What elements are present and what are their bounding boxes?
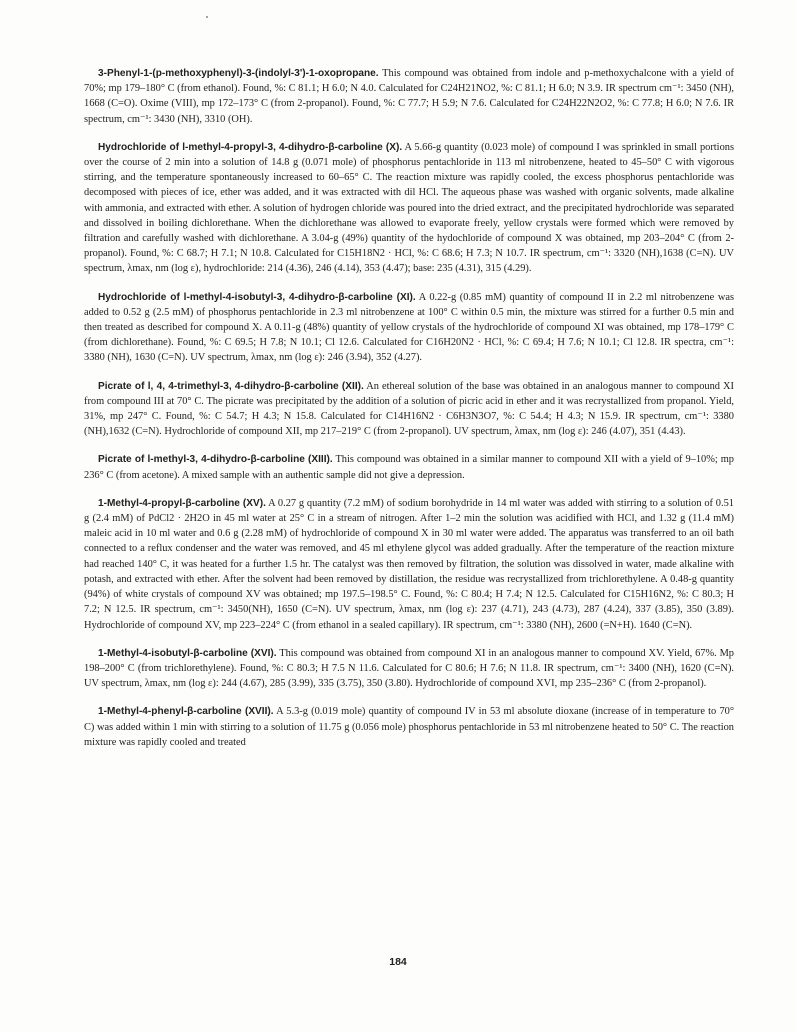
entry-title: 1-Methyl-4-isobutyl-β-carboline (XVI).: [98, 647, 277, 659]
entry-title: Hydrochloride of l-methyl-4-isobutyl-3, 4-dihydro-β-carboline (XI).: [98, 291, 416, 303]
entry-compound-xv: [84, 496, 734, 633]
entry-compound-xii: [84, 379, 734, 440]
entry-body: This compound was obtained from compound XI in an analogous manner to compound XV. Yield, 67%. Mp 198–200° C (from trichlorethylene). Found, %: C 80.3; H 7.5 N 11.6. Calculated for C 80.6; H 7.6; N 11.8. IR spectrum, cm⁻¹: 3400 (NH), 1620 (C=N). UV spectrum, λmax, nm (log ε): 244 (4.67), 285 (3.99), 335 (3.75), 350 (3.80). Hydrochloride of compound XVI, mp 235–236° C (from 2-propanol).: [84, 647, 734, 690]
entry-compound-xvi: [84, 646, 734, 692]
scan-speck: [206, 16, 208, 18]
entry-oxopropane: [84, 66, 734, 127]
entry-body: A 5.66-g quantity (0.023 mole) of compound I was sprinkled in small portions over the course of 2 min into a solution of 14.8 g (0.071 mole) of phosphorus pentachloride in 113 ml nitrobenzene, heated to 45–50° C with vigorous stirring, and the temperature spontaneously increased to 60–65° C. The reaction mixture was rapidly cooled, the excess phosphorus pentachloride was decomposed with pieces of ice, ether was added, and it was extracted with dil HCl. The aqueous phase was washed with organic solvents, made alkaline with ammonia, and extracted with ether. A solution of hydrogen chloride was poured into the dried extract, and the precipitated hydrochloride was separated and dissolved in boiling dichlorethane. When the dichlorethane was allowed to evaporate freely, yellow crystals were formed which were removed by filtration and carefully washed with dichlorethane. A 3.04-g (49%) quantity of the hydochloride of compound X was obtained, mp 203–204° C (from 2-propanol). Found, %: C 68.7; H 7.1; N 10.8. Calculated for C15H18N2 · HCl, %: C 68.6; H 7.3; N 10.7. IR spectrum, cm⁻¹: 3320 (NH),1638 (C=N). UV spectrum, λmax, nm (log ε), hydrochloride: 214 (4.36), 246 (4.14), 353 (4.47); base: 235 (4.31), 315 (4.29).: [84, 141, 735, 275]
entry-body: A 5.3-g (0.019 mole) quantity of compound IV in 53 ml absolute dioxane (increase of in temperature to 70° C) was added within 1 min with stirring to a solution of 11.75 g (0.056 mole) phosphorus pentachloride in 53 ml nitrobenzene heated to 50° C. The reaction mixture was rapidly cooled and treated: [84, 706, 734, 748]
entry-compound-xiii: [84, 452, 734, 482]
entry-title: Picrate of l, 4, 4-trimethyl-3, 4-dihydro-β-carboline (XII).: [98, 380, 364, 392]
entry-title: 3-Phenyl-1-(p-methoxyphenyl)-3-(indolyl-3')-1-oxopropane.: [98, 68, 379, 79]
entry-body: This compound was obtained in a similar manner to compound XII with a yield of 9–10%; mp 236° C (from acetone). A mixed sample with an authentic sample did not give a depression.: [84, 454, 734, 481]
page-number: 184: [389, 956, 407, 968]
entry-title: Hydrochloride of l-methyl-4-propyl-3, 4-dihydro-β-carboline (X).: [98, 141, 403, 153]
entry-title: 1-Methyl-4-propyl-β-carboline (XV).: [98, 497, 266, 509]
entry-compound-xi: [84, 290, 734, 366]
entry-body: An ethereal solution of the base was obtained in an analogous manner to compound XI from compound III at 70° C. The picrate was precipitated by the addition of a solution of picric acid in ether and it was recrystallized from propanol. Yield, 31%, mp 247° C. Found, %: C 54.7; H 4.3; N 15.8. Calculated for C14H16N2 · C6H3N3O7, %: C 54.4; H 4.3; N 15.9. IR spectrum, cm⁻¹: 3380 (NH),1632 (C=N). Hydrochloride of compound XII, mp 217–219° C (from 2-propanol). UV spectrum, λmax, nm (log ε): 246 (4.07), 351 (4.43).: [84, 380, 735, 438]
entry-compound-x: [84, 140, 734, 277]
entry-title: 1-Methyl-4-phenyl-β-carboline (XVII).: [98, 706, 274, 718]
entry-body: A 0.27 g quantity (7.2 mM) of sodium borohydride in 14 ml water was added with stirring to a solution of 0.51 g (2.4 mM) of PdCl2 · 2H2O in 45 ml water at 25° C in a stream of nitrogen. After 1–2 min the solution was acidified with HCl, and 1.32 g (11.4 mM) maleic acid in 10 ml water and 0.6 g (2.28 mM) of hydrochloride of compound X in 30 ml water were added. The apparatus was transferred to an oil bath connected to a reflux condenser and the water was removed, and 45 ml ethylene glycol was added gradually. After the temperature of the reaction mixture had reached 140° C, it was heated for a further 1.5 hr. The catalyst was then removed by filtration, the solution was dissolved in water, made alkaline with potash, and extracted with ether. After the solvent had been removed by distillation, the residue was recrystallized from trichlorethylene. A 0.48-g quantity (94%) of white crystals of compound XV was obtained; mp 197.5–198.5° C. Found, %: C 80.4; H 7.4; N 12.5. Calculated for C15H16N2, %: C 80.3; H 7.2; N 12.5. IR spectrum, cm⁻¹: 3450(NH), 1650 (C=N). UV spectrum, λmax, nm (log ε): 237 (4.71), 243 (4.73), 287 (4.24), 337 (3.85), 350 (3.89). Hydrochloride of compound XV, mp 223–224° C (from ethanol in a sealed capillary). IR spectrum, cm⁻¹: 3380 (NH), 2600 (=N+H). 1640 (C=N).: [84, 497, 734, 631]
entry-body: A 0.22-g (0.85 mM) quantity of compound II in 2.2 ml nitrobenzene was added to 0.52 g (2.5 mM) of phosphorus pentachloride in 2.3 ml nitrobenzene at 100° C within 0.5 min, the mixture was stirred for a further 0.5 min and then treated as described for compound X. A 0.11-g (48%) quantity of yellow crystals of the hydrochloride of compound XI was obtained, mp 178–179° C (from dichlorethane). Found, %: C 69.5; H 7.8; N 10.1; Cl 12.6. Calculated for C16H20N2 · HCl, %: C 69.4; H 7.6; N 10.1; Cl 12.8. IR spectra, cm⁻¹: 3380 (NH), 1630 (C=N). UV spectrum, λmax, nm (log ε): 246 (3.94), 352 (4.27).: [84, 291, 734, 364]
entry-compound-xvii: [84, 704, 734, 750]
entry-body: This compound was obtained from indole and p-methoxychalcone with a yield of 70%; mp 179–180° C (from ethanol). Found, %: C 81.1; H 6.0; N 4.0. Calculated for C24H21NO2, %: C 81.1; H 6.0; N 3.9. IR spectrum cm⁻¹: 3450 (NH), 1668 (C=O). Oxime (VIII), mp 172–173° C (from 2-propanol). Found, %: C 77.7; H 5.9; N 7.6. Calculated for C24H22N2O2, %: C 77.8; H 6.0; N 7.6. IR spectrum, cm⁻¹: 3430 (NH), 3310 (OH).: [84, 68, 734, 125]
entry-title: Picrate of l-methyl-3, 4-dihydro-β-carboline (XIII).: [98, 454, 333, 466]
